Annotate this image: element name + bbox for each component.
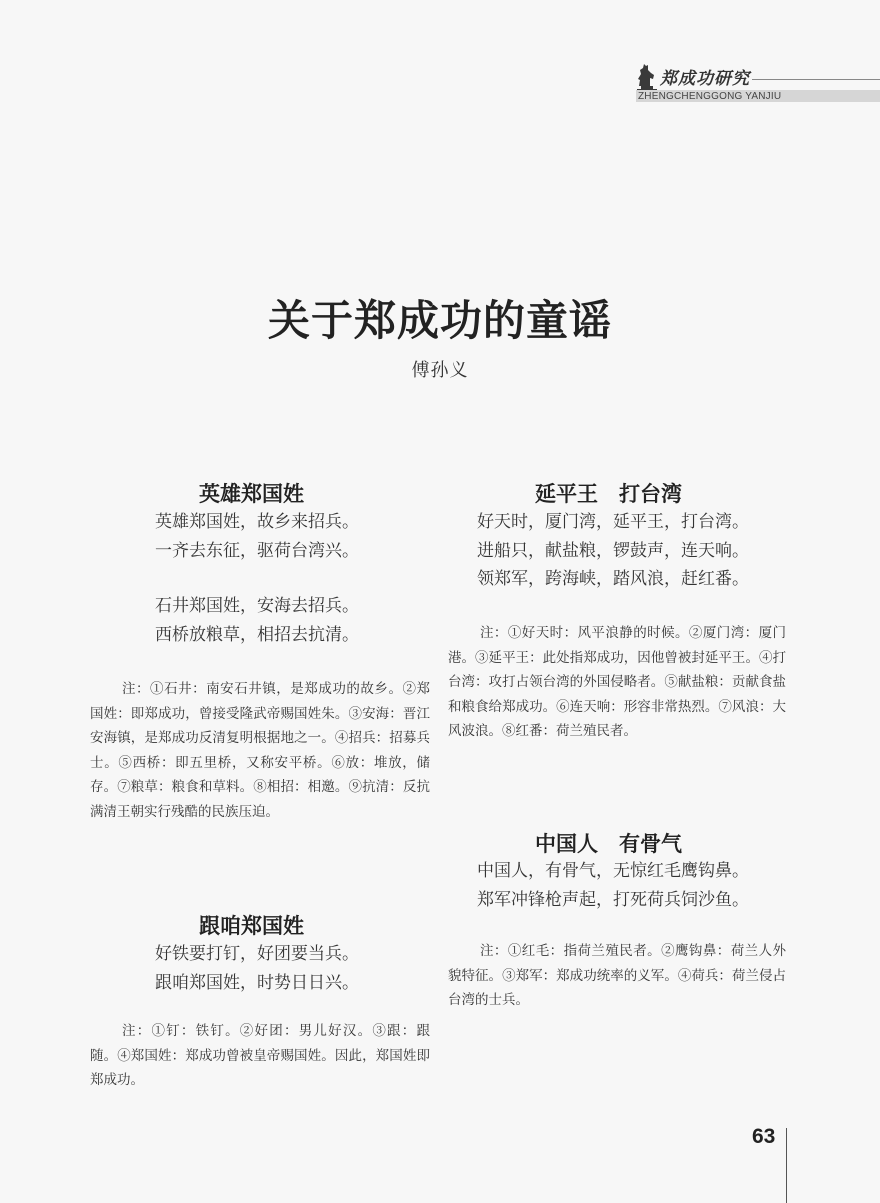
song-note: 注：①钉：铁钉。②好团：男儿好汉。③跟：跟随。④郑国姓：郑成功曾被皇帝赐国姓。因此，郑国姓即郑成功。 (90, 1023, 430, 1088)
song-heading: 跟咱郑国姓 (199, 914, 304, 938)
song-heading: 英雄郑国姓 (199, 482, 304, 506)
verse-line: 中国人，有骨气，无惊红毛鹰钩鼻。 (477, 861, 749, 881)
verse-line: 西桥放粮草，相招去抗清。 (155, 625, 359, 645)
horse-statue-logo-icon (636, 62, 658, 92)
song-note: 注：①好天时：风平浪静的时候。②厦门湾：厦门港。③延平王：此处指郑成功，因他曾被封延平王。④打台湾：攻打占领台湾的外国侵略者。⑤献盐粮：贡献食盐和粮食给郑成功。⑥连天响：形容非常热烈。⑦风浪：大风波浪。⑧红番：荷兰殖民者。 (448, 625, 786, 739)
song-heading: 中国人 有骨气 (535, 832, 682, 856)
verse-line: 跟咱郑国姓，时势日日兴。 (155, 973, 359, 993)
verse-line: 石井郑国姓，安海去招兵。 (155, 596, 359, 616)
verse-line: 一齐去东征，驱荷台湾兴。 (155, 541, 359, 561)
song-heading: 延平王 打台湾 (535, 482, 682, 506)
journal-pinyin: ZHENGCHENGGONG YANJIU (638, 91, 782, 102)
verse-line: 进船只，献盐粮，锣鼓声，连天响。 (477, 541, 749, 561)
verse-line: 领郑军，跨海峡，踏风浪，赶红番。 (477, 569, 749, 589)
page-number-rule (786, 1128, 787, 1203)
article-author: 傅孙义 (411, 360, 469, 381)
song-note: 注：①红毛：指荷兰殖民者。②鹰钩鼻：荷兰人外貌特征。③郑军：郑成功统率的义军。④荷兵：荷兰侵占台湾的士兵。 (448, 943, 786, 1008)
header-rule (752, 79, 880, 80)
article-title: 关于郑成功的童谣 (267, 296, 612, 345)
verse-line: 英雄郑国姓，故乡来招兵。 (155, 512, 359, 532)
page-number: 63 (752, 1125, 776, 1148)
verse-line: 郑军冲锋枪声起，打死荷兵饲沙鱼。 (477, 890, 749, 910)
verse-line: 好天时，厦门湾，延平王，打台湾。 (477, 512, 749, 532)
verse-line: 好铁要打钉，好团要当兵。 (155, 944, 359, 964)
song-note: 注：①石井：南安石井镇，是郑成功的故乡。②郑国姓：即郑成功，曾接受隆武帝赐国姓朱。③安海：晋江安海镇，是郑成功反清复明根据地之一。④招兵：招募兵士。⑤西桥：即五里桥，又称安平桥。⑥放：堆放，储存。⑦粮草：粮食和草料。⑧相招：相邀。⑨抗清：反抗满清王朝实行残酷的民族压迫。 (90, 681, 430, 820)
journal-title: 郑成功研究 (660, 69, 750, 89)
